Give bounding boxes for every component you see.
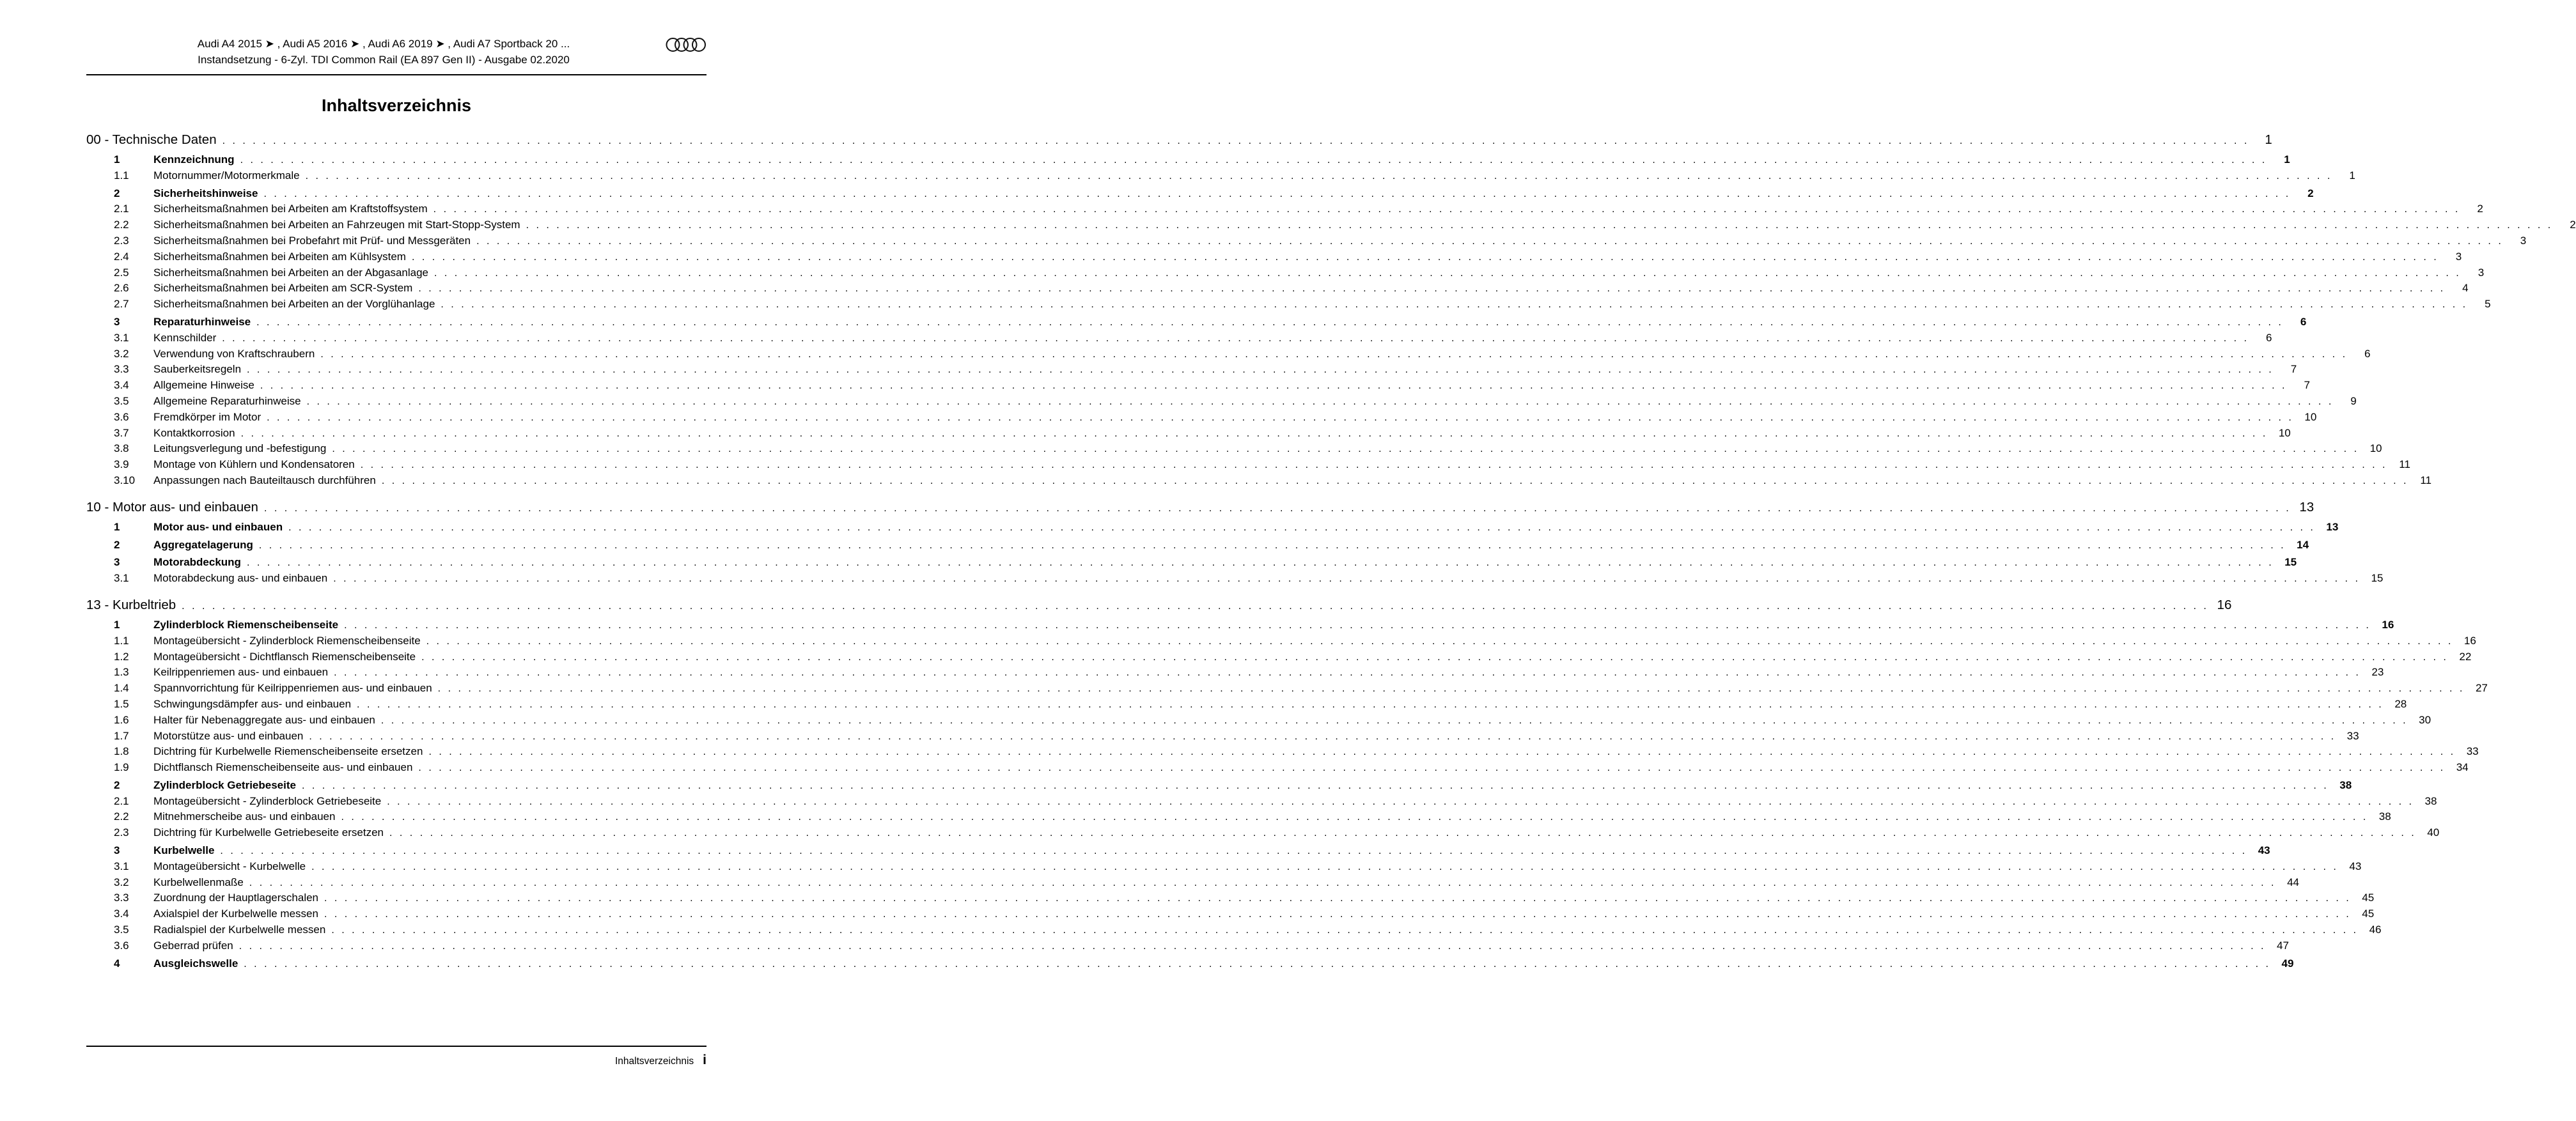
- entry-page: 15: [2284, 556, 2297, 569]
- toc-entry-row: [86, 571, 2384, 587]
- dot-leader: . . . . . . . . . . . . . . . . . . . . . . . . . . . . . . . . . . . . . . . . . . . . . . . . . . . . . . . . . . . . . . . . . . . . . . . . . . . . . . . . . . . . . . . . . . . . . . . . . . . . . . . . . . . . . . . . . . . . . . . . . . . . . . . . . . . . . . . . . . . . . . . . . . . . . . . . . . . . . . . . . . . . . . . . . . . . . . . . . . . . . . . . . . . . . . . . . . . . . . . .: [256, 316, 2284, 328]
- entry-number: 1.7: [114, 729, 129, 742]
- entry-label: Motorabdeckung aus- und einbauen: [153, 572, 328, 585]
- toc-entry-row: [86, 362, 2297, 378]
- entry-page: 13: [2326, 520, 2339, 533]
- entry-number: 3.5: [114, 394, 129, 407]
- entry-label: Keilrippenriemen aus- und einbauen: [153, 666, 329, 679]
- page-header: [86, 36, 706, 75]
- dot-leader: . . . . . . . . . . . . . . . . . . . . . . . . . . . . . . . . . . . . . . . . . . . . . . . . . . . . . . . . . . . . . . . . . . . . . . . . . . . . . . . . . . . . . . . . . . . . . . . . . . . . . . . . . . . . . . . . . . . . . . . . . . . . . . . . . . . . . . . . . . . . . . . . . . . . . . . . . . . . . . . . . . . . . . . . . . . . . . . . . . . . . . . . . . . . . . . . . . . . . . . .: [380, 715, 2408, 726]
- entry-label: Sicherheitsmaßnahmen bei Arbeiten an der Vorglühanlage: [153, 298, 435, 311]
- entry-page: 10: [2304, 410, 2317, 423]
- entry-page: 2: [2477, 203, 2483, 215]
- toc-entry-row: [86, 330, 2272, 346]
- toc-entry-row: [86, 890, 2375, 906]
- dot-leader: . . . . . . . . . . . . . . . . . . . . . . . . . . . . . . . . . . . . . . . . . . . . . . . . . . . . . . . . . . . . . . . . . . . . . . . . . . . . . . . . . . . . . . . . . . . . . . . . . . . . . . . . . . . . . . . . . . . . . . . . . . . . . . . . . . . . . . . . . . . . . . . . . . . . . . . . . . . . . . . . . . . . . . . . . . . . . . . . . . . . . . . . . . . . . . . . . . . . . . . .: [441, 299, 2468, 311]
- entry-label: Sicherheitsmaßnahmen bei Probefahrt mit Prüf- und Messgeräten: [153, 234, 471, 247]
- entry-number: 3.4: [114, 908, 129, 920]
- toc-entry-row: [86, 394, 2357, 410]
- toc-entry-row: [86, 744, 2479, 760]
- toc-entry-row: [86, 346, 2371, 362]
- entry-label: Ausgleichswelle: [153, 957, 238, 970]
- toc-section: [86, 596, 2488, 972]
- entry-label: Montage von Kühlern und Kondensatoren: [153, 458, 355, 471]
- dot-leader: . . . . . . . . . . . . . . . . . . . . . . . . . . . . . . . . . . . . . . . . . . . . . . . . . . . . . . . . . . . . . . . . . . . . . . . . . . . . . . . . . . . . . . . . . . . . . . . . . . . . . . . . . . . . . . . . . . . . . . . . . . . . . . . . . . . . . . . . . . . . . . . . . . . . . . . . . . . . . . . . . . . . . . . . . . . . . . . . . . . . . . . . . . . . . . . . . . . . . . . .: [258, 539, 2286, 551]
- entry-page: 15: [2371, 572, 2384, 585]
- toc-section: [86, 131, 2576, 489]
- entry-number: 2.3: [114, 826, 129, 839]
- entry-label: Zylinderblock Riemenscheibenseite: [153, 618, 339, 631]
- dot-leader: . . . . . . . . . . . . . . . . . . . . . . . . . . . . . . . . . . . . . . . . . . . . . . . . . . . . . . . . . . . . . . . . . . . . . . . . . . . . . . . . . . . . . . . . . . . . . . . . . . . . . . . . . . . . . . . . . . . . . . . . . . . . . . . . . . . . . . . . . . . . . . . . . . . . . . . . . . . . . . . . . . . . . . . . . . . . . . . . . . . . . . . . . . . . . . . . . . . . . . . .: [418, 762, 2446, 774]
- entry-label: Sicherheitsmaßnahmen bei Arbeiten am Kühlsystem: [153, 250, 406, 263]
- dot-leader: . . . . . . . . . . . . . . . . . . . . . . . . . . . . . . . . . . . . . . . . . . . . . . . . . . . . . . . . . . . . . . . . . . . . . . . . . . . . . . . . . . . . . . . . . . . . . . . . . . . . . . . . . . . . . . . . . . . . . . . . . . . . . . . . . . . . . . . . . . . . . . . . . . . . . . . . . . . . . . . . . . . . . . . . . . . . . . . . . . . . . . . . . . . . . . . . . . . . . . . .: [288, 522, 2316, 533]
- entry-label: 00 - Technische Daten: [86, 132, 217, 147]
- entry-number: 3.1: [114, 860, 129, 872]
- toc-entry-row: [86, 681, 2488, 697]
- entry-page: 30: [2419, 713, 2432, 726]
- entry-number: 2.7: [114, 298, 129, 311]
- entry-label: Leitungsverlegung und -befestigung: [153, 442, 327, 455]
- dot-leader: . . . . . . . . . . . . . . . . . . . . . . . . . . . . . . . . . . . . . . . . . . . . . . . . . . . . . . . . . . . . . . . . . . . . . . . . . . . . . . . . . . . . . . . . . . . . . . . . . . . . . . . . . . . . . . . . . . . . . . . . . . . . . . . . . . . . . . . . . . . . . . . . . . . . . . . . . . . . . . . . . . . . . . . . . . . . . . . . . . . . . . . . . . . . . . . . . . . . . . . .: [389, 828, 2417, 839]
- entry-page: 16: [2463, 634, 2476, 647]
- entry-page: 16: [2382, 618, 2394, 631]
- entry-page: 10: [2369, 442, 2382, 455]
- entry-page: 38: [2339, 778, 2352, 791]
- entry-number: 3.3: [114, 892, 129, 904]
- toc-entry-row: [86, 665, 2384, 681]
- toc-entry-row: [86, 633, 2476, 649]
- toc-entry-row: [86, 441, 2382, 457]
- entry-number: 3.10: [114, 474, 136, 486]
- toc-entry-row: [86, 938, 2289, 954]
- toc-entry-row: [86, 186, 2314, 202]
- entry-label: Halter für Nebenaggregate aus- und einbauen: [153, 713, 375, 726]
- dot-leader: . . . . . . . . . . . . . . . . . . . . . . . . . . . . . . . . . . . . . . . . . . . . . . . . . . . . . . . . . . . . . . . . . . . . . . . . . . . . . . . . . . . . . . . . . . . . . . . . . . . . . . . . . . . . . . . . . . . . . . . . . . . . . . . . . . . . . . . . . . . . . . . . . . . . . . . . . . . . . . . . . . . . . . . . . . . . . . . . . . . . . . . . . . . . . . . . . . . . . . . .: [238, 940, 2266, 952]
- dot-leader: . . . . . . . . . . . . . . . . . . . . . . . . . . . . . . . . . . . . . . . . . . . . . . . . . . . . . . . . . . . . . . . . . . . . . . . . . . . . . . . . . . . . . . . . . . . . . . . . . . . . . . . . . . . . . . . . . . . . . . . . . . . . . . . . . . . . . . . . . . . . . . . . . . . . . . . . . . . . . . . . . . . . . . . . . . . . . . . . . . . . . . . . . . . . . . . . . . . . . . . .: [421, 651, 2449, 663]
- entry-label: Mitnehmerscheibe aus- und einbauen: [153, 810, 336, 823]
- dot-leader: . . . . . . . . . . . . . . . . . . . . . . . . . . . . . . . . . . . . . . . . . . . . . . . . . . . . . . . . . . . . . . . . . . . . . . . . . . . . . . . . . . . . . . . . . . . . . . . . . . . . . . . . . . . . . . . . . . . . . . . . . . . . . . . . . . . . . . . . . . . . . . . . . . . . . . . . . . . . . . . . . . . . . . . . . . . . . . . . . . . . . . . . . . . . . . . . . . . . . . . .: [249, 877, 2276, 888]
- entry-page: 4: [2462, 282, 2469, 295]
- entry-label: Montageübersicht - Dichtflansch Riemenscheibenseite: [153, 650, 416, 663]
- toc-entry-row: [86, 281, 2469, 297]
- entry-label: Verwendung von Kraftschraubern: [153, 347, 315, 360]
- entry-page: 7: [2290, 363, 2297, 376]
- dot-leader: . . . . . . . . . . . . . . . . . . . . . . . . . . . . . . . . . . . . . . . . . . . . . . . . . . . . . . . . . . . . . . . . . . . . . . . . . . . . . . . . . . . . . . . . . . . . . . . . . . . . . . . . . . . . . . . . . . . . . . . . . . . . . . . . . . . . . . . . . . . . . . . . . . . . . . . . . . . . . . . . . . . . . . . . . . . . . . . . . . . . . . . . . . . . . . . . . . . . . . . .: [331, 925, 2359, 936]
- dot-leader: . . . . . . . . . . . . . . . . . . . . . . . . . . . . . . . . . . . . . . . . . . . . . . . . . . . . . . . . . . . . . . . . . . . . . . . . . . . . . . . . . . . . . . . . . . . . . . . . . . . . . . . . . . . . . . . . . . . . . . . . . . . . . . . . . . . . . . . . . . . . . . . . . . . . . . . . . . . . . . . . . . . . . . . . . . . . . . . . . . . . . . . . . . . . . . . . . . . . . . . .: [309, 731, 2336, 742]
- entry-label: Dichtring für Kurbelwelle Riemenscheibenseite ersetzen: [153, 745, 423, 758]
- toc-entry-row: [86, 314, 2307, 330]
- entry-label: Sicherheitshinweise: [153, 187, 258, 199]
- dot-leader: . . . . . . . . . . . . . . . . . . . . . . . . . . . . . . . . . . . . . . . . . . . . . . . . . . . . . . . . . . . . . . . . . . . . . . . . . . . . . . . . . . . . . . . . . . . . . . . . . . . . . . . . . . . . . . . . . . . . . . . . . . . . . . . . . . . . . . . . . . . . . . . . . . . . . . . . . . . . . . . . . . . . . . . . . . . . . . . . . . . . . . . . . . . . . . . . . . . . . . . .: [320, 348, 2348, 360]
- dot-leader: . . . . . . . . . . . . . . . . . . . . . . . . . . . . . . . . . . . . . . . . . . . . . . . . . . . . . . . . . . . . . . . . . . . . . . . . . . . . . . . . . . . . . . . . . . . . . . . . . . . . . . . . . . . . . . . . . . . . . . . . . . . . . . . . . . . . . . . . . . . . . . . . . . . . . . . . . . . . . . . . . . . . . . . . . . . . . . . . . . . . . . . . . . . . . . . . . . . . . . . .: [526, 220, 2553, 231]
- entry-number: 2.2: [114, 810, 129, 823]
- dot-leader: . . . . . . . . . . . . . . . . . . . . . . . . . . . . . . . . . . . . . . . . . . . . . . . . . . . . . . . . . . . . . . . . . . . . . . . . . . . . . . . . . . . . . . . . . . . . . . . . . . . . . . . . . . . . . . . . . . . . . . . . . . . . . . . . . . . . . . . . . . . . . . . . . . . . . . . . . . . . . . . . . . . . . . . . . . . . . . . . . . . . . . . . . . . . . . . . . . . . . . . .: [240, 428, 2268, 439]
- entry-page: 43: [2349, 860, 2362, 872]
- dot-leader: . . . . . . . . . . . . . . . . . . . . . . . . . . . . . . . . . . . . . . . . . . . . . . . . . . . . . . . . . . . . . . . . . . . . . . . . . . . . . . . . . . . . . . . . . . . . . . . . . . . . . . . . . . . . . . . . . . . . . . . . . . . . . . . . . . . . . . . . . . . . . . . . . . . . . . . . . . . . . . . . . . . . . . . . . . . . . . . . . . . . . . . . . . . . . . . . . . . . . . . .: [360, 460, 2387, 471]
- entry-page: 38: [2378, 810, 2391, 823]
- entry-number: 2.3: [114, 234, 129, 247]
- entry-label: Montageübersicht - Zylinderblock Riemenscheibenseite: [153, 634, 421, 647]
- entry-number: 3.4: [114, 379, 129, 392]
- toc-entry-row: [86, 378, 2310, 394]
- entry-number: 3.6: [114, 410, 129, 423]
- toc-entry-row: [86, 265, 2485, 281]
- entry-page: 7: [2304, 379, 2310, 392]
- page-footer: [86, 1046, 706, 1068]
- entry-page: 43: [2258, 844, 2270, 857]
- dot-leader: . . . . . . . . . . . . . . . . . . . . . . . . . . . . . . . . . . . . . . . . . . . . . . . . . . . . . . . . . . . . . . . . . . . . . . . . . . . . . . . . . . . . . . . . . . . . . . . . . . . . . . . . . . . . . . . . . . . . . . . . . . . . . . . . . . . . . . . . . . . . . . . . . . . . . . . . . . . . . . . . . . . . . . . . . . . . . . . . . . . . . . . . . . . . . . . . . . . . . . . .: [334, 667, 2361, 679]
- toc-entry-row: [86, 473, 2432, 489]
- entry-number: 1.3: [114, 666, 129, 679]
- entry-label: Zylinderblock Getriebeseite: [153, 778, 296, 791]
- entry-label: 13 - Kurbeltrieb: [86, 597, 176, 612]
- header-text: [86, 36, 706, 68]
- entry-label: Kennzeichnung: [153, 153, 235, 166]
- entry-number: 1.1: [114, 169, 129, 182]
- entry-number: 3.1: [114, 331, 129, 344]
- toc-entry-row: [86, 875, 2299, 891]
- dot-leader: . . . . . . . . . . . . . . . . . . . . . . . . . . . . . . . . . . . . . . . . . . . . . . . . . . . . . . . . . . . . . . . . . . . . . . . . . . . . . . . . . . . . . . . . . . . . . . . . . . . . . . . . . . . . . . . . . . . . . . . . . . . . . . . . . . . . . . . . . . . . . . . . . . . . . . . . . . . . . . . . . . . . . . . . . . . . . . . . . . . . . . . . . . . . . . . . . . . . . . . .: [305, 170, 2332, 182]
- toc-entry-row: [86, 922, 2382, 938]
- dot-leader: . . . . . . . . . . . . . . . . . . . . . . . . . . . . . . . . . . . . . . . . . . . . . . . . . . . . . . . . . . . . . . . . . . . . . . . . . . . . . . . . . . . . . . . . . . . . . . . . . . . . . . . . . . . . . . . . . . . . . . . . . . . . . . . . . . . . . . . . . . . . . . . . . . . . . . . . . . . . . . . . . . . . . . . . . . . . . . . . . . . . . . . . . . . . . . . . . . . . . . . .: [240, 155, 2267, 166]
- entry-label: Dichtflansch Riemenscheibenseite aus- und einbauen: [153, 761, 413, 774]
- entry-label: Motorstütze aus- und einbauen: [153, 729, 304, 742]
- entry-number: 4: [114, 957, 120, 970]
- entry-page: 45: [2362, 908, 2375, 920]
- toc-entry-row: [86, 713, 2432, 729]
- toc-entry-row: [86, 168, 2355, 184]
- toc-section: [86, 499, 2384, 587]
- toc-entry-row: [86, 729, 2359, 745]
- dot-leader: . . . . . . . . . . . . . . . . . . . . . . . . . . . . . . . . . . . . . . . . . . . . . . . . . . . . . . . . . . . . . . . . . . . . . . . . . . . . . . . . . . . . . . . . . . . . . . . . . . . . . . . . . . . . . . . . . . . . . . . . . . . . . . . . . . . . . . . . . . . . . . . . . . . . . . . . . . . . . . . . . . . . . . . . . . . . . . . . . . . . . . . . . . . . . . . . . . . . . . . .: [476, 235, 2504, 247]
- entry-page: 6: [2364, 347, 2371, 360]
- entry-label: Kontaktkorrosion: [153, 426, 235, 439]
- dot-leader: . . . . . . . . . . . . . . . . . . . . . . . . . . . . . . . . . . . . . . . . . . . . . . . . . . . . . . . . . . . . . . . . . . . . . . . . . . . . . . . . . . . . . . . . . . . . . . . . . . . . . . . . . . . . . . . . . . . . . . . . . . . . . . . . . . . . . . . . . . . . . . . . . . . . . . . . . . . . . . . . . . . . . . . . . . . . . . . . . . . . . . . . . . . . . . . . . . . . . . . .: [301, 780, 2329, 791]
- toc-entry-row: [86, 956, 2294, 972]
- dot-leader: . . . . . . . . . . . . . . . . . . . . . . . . . . . . . . . . . . . . . . . . . . . . . . . . . . . . . . . . . . . . . . . . . . . . . . . . . . . . . . . . . . . . . . . . . . . . . . . . . . . . . . . . . . . . . . . . . . . . . . . . . . . . . . . . . . . . . . . . . . . . . . . . . . . . . . . . . . . . . . . . . . . . . . . . . . . . . . . . . . . . . . . . . . . . . . . . . . . . . . . .: [267, 412, 2294, 423]
- entry-label: Motorabdeckung: [153, 556, 241, 569]
- entry-label: Sicherheitsmaßnahmen bei Arbeiten an Fahrzeugen mit Start-Stopp-System: [153, 219, 520, 231]
- entry-number: 2.2: [114, 219, 129, 231]
- entry-page: 33: [2466, 745, 2479, 758]
- toc-entry-row: [86, 297, 2491, 313]
- dot-leader: . . . . . . . . . . . . . . . . . . . . . . . . . . . . . . . . . . . . . . . . . . . . . . . . . . . . . . . . . . . . . . . . . . . . . . . . . . . . . . . . . . . . . . . . . . . . . . . . . . . . . . . . . . . . . . . . . . . . . . . . . . . . . . . . . . . . . . . . . . . . . . . . . . . . . . . . . . . . . . . . . . . . . . . . . . . . . . . . . . . . . . . . . . . . . . . . . . . . . . . .: [306, 396, 2334, 407]
- entry-page: 11: [2420, 474, 2432, 486]
- entry-number: 2: [114, 187, 120, 199]
- dot-leader: . . . . . . . . . . . . . . . . . . . . . . . . . . . . . . . . . . . . . . . . . . . . . . . . . . . . . . . . . . . . . . . . . . . . . . . . . . . . . . . . . . . . . . . . . . . . . . . . . . . . . . . . . . . . . . . . . . . . . . . . . . . . . . . . . . . . . . . . . . . . . . . . . . . . . . . . . . . . . . . . . . . . . . . . . . . . . . . . . . . . . . . . . . . . . . . . . . . . . . . .: [263, 188, 2291, 199]
- entry-label: Montageübersicht - Zylinderblock Getriebeseite: [153, 794, 382, 807]
- page-title: Inhaltsverzeichnis: [321, 96, 472, 115]
- footer-label: Inhaltsverzeichnis: [614, 1056, 694, 1067]
- entry-number: 3.6: [114, 939, 129, 952]
- toc-entry-row: [86, 843, 2270, 859]
- dot-leader: . . . . . . . . . . . . . . . . . . . . . . . . . . . . . . . . . . . . . . . . . . . . . . . . . . . . . . . . . . . . . . . . . . . . . . . . . . . . . . . . . . . . . . . . . . . . . . . . . . . . . . . . . . . . . . . . . . . . . . . . . . . . . . . . . . . . . . . . . . . . . . . . . . . . . . . . . . . . . . . . . . . . . . . . . . . . . . . . . . . . . . . . . . . . . . . . . . . . . . . .: [220, 846, 2247, 857]
- dot-leader: . . . . . . . . . . . . . . . . . . . . . . . . . . . . . . . . . . . . . . . . . . . . . . . . . . . . . . . . . . . . . . . . . . . . . . . . . . . . . . . . . . . . . . . . . . . . . . . . . . . . . . . . . . . . . . . . . . . . . . . . . . . . . . . . . . . . . . . . . . . . . . . . . . . . . . . . . . . . . . . . . . . . . . . . . . . . . . . . . . . . . . . . . . . . . . . . . . . . . . . .: [222, 332, 2249, 344]
- dot-leader: . . . . . . . . . . . . . . . . . . . . . . . . . . . . . . . . . . . . . . . . . . . . . . . . . . . . . . . . . . . . . . . . . . . . . . . . . . . . . . . . . . . . . . . . . . . . . . . . . . . . . . . . . . . . . . . . . . . . . . . . . . . . . . . . . . . . . . . . . . . . . . . . . . . . . . . . . . . . . . . . . . . . . . . . . . . . . . . . . . . . . . . . . . . . . . . . . . . . . . . .: [381, 475, 2408, 486]
- entry-label: Reparaturhinweise: [153, 315, 251, 328]
- toc-entry-row: [86, 520, 2339, 536]
- toc-entry-row: [86, 537, 2309, 553]
- entry-page: 38: [2424, 794, 2437, 807]
- entry-label: Kurbelwellenmaße: [153, 876, 244, 888]
- dot-leader: . . . . . . . . . . . . . . . . . . . . . . . . . . . . . . . . . . . . . . . . . . . . . . . . . . . . . . . . . . . . . . . . . . . . . . . . . . . . . . . . . . . . . . . . . . . . . . . . . . . . . . . . . . . . . . . . . . . . . . . . . . . . . . . . . . . . . . . . . . . . . . . . . . . . . . . . . . . . . . . . . . . . . . . . . . . . . . . . . . . . . . . . . . . . . . . . . . . . . . . .: [263, 502, 2291, 514]
- entry-page: 6: [2300, 315, 2307, 328]
- dot-leader: . . . . . . . . . . . . . . . . . . . . . . . . . . . . . . . . . . . . . . . . . . . . . . . . . . . . . . . . . . . . . . . . . . . . . . . . . . . . . . . . . . . . . . . . . . . . . . . . . . . . . . . . . . . . . . . . . . . . . . . . . . . . . . . . . . . . . . . . . . . . . . . . . . . . . . . . . . . . . . . . . . . . . . . . . . . . . . . . . . . . . . . . . . . . . . . . . . . . . . . .: [324, 893, 2352, 904]
- toc-entry-row: [86, 457, 2410, 473]
- entry-page: 3: [2478, 266, 2485, 279]
- dot-leader: . . . . . . . . . . . . . . . . . . . . . . . . . . . . . . . . . . . . . . . . . . . . . . . . . . . . . . . . . . . . . . . . . . . . . . . . . . . . . . . . . . . . . . . . . . . . . . . . . . . . . . . . . . . . . . . . . . . . . . . . . . . . . . . . . . . . . . . . . . . . . . . . . . . . . . . . . . . . . . . . . . . . . . . . . . . . . . . . . . . . . . . . . . . . . . . . . . . . . . . .: [333, 573, 2361, 585]
- toc-entry-row: [86, 809, 2391, 825]
- entry-page: 14: [2297, 538, 2309, 551]
- header-models: Audi A4 2015 ➤ , Audi A5 2016 ➤ , Audi A6 2019 ➤ , Audi A7 Sportback 20 ...: [197, 38, 570, 50]
- entry-number: 3.3: [114, 363, 129, 376]
- entry-label: Sicherheitsmaßnahmen bei Arbeiten am SCR-System: [153, 282, 413, 295]
- entry-number: 1: [114, 618, 120, 631]
- entry-number: 2.5: [114, 266, 129, 279]
- dot-leader: . . . . . . . . . . . . . . . . . . . . . . . . . . . . . . . . . . . . . . . . . . . . . . . . . . . . . . . . . . . . . . . . . . . . . . . . . . . . . . . . . . . . . . . . . . . . . . . . . . . . . . . . . . . . . . . . . . . . . . . . . . . . . . . . . . . . . . . . . . . . . . . . . . . . . . . . . . . . . . . . . . . . . . . . . . . . . . . . . . . . . . . . . . . . . . . . . . . . . . . .: [344, 619, 2371, 631]
- entry-page: 16: [2217, 597, 2232, 612]
- dot-leader: . . . . . . . . . . . . . . . . . . . . . . . . . . . . . . . . . . . . . . . . . . . . . . . . . . . . . . . . . . . . . . . . . . . . . . . . . . . . . . . . . . . . . . . . . . . . . . . . . . . . . . . . . . . . . . . . . . . . . . . . . . . . . . . . . . . . . . . . . . . . . . . . . . . . . . . . . . . . . . . . . . . . . . . . . . . . . . . . . . . . . . . . . . . . . . . . . . . . . . . .: [332, 444, 2359, 455]
- dot-leader: . . . . . . . . . . . . . . . . . . . . . . . . . . . . . . . . . . . . . . . . . . . . . . . . . . . . . . . . . . . . . . . . . . . . . . . . . . . . . . . . . . . . . . . . . . . . . . . . . . . . . . . . . . . . . . . . . . . . . . . . . . . . . . . . . . . . . . . . . . . . . . . . . . . . . . . . . . . . . . . . . . . . . . . . . . . . . . . . . . . . . . . . . . . . . . . . . . . . . . . .: [357, 699, 2384, 710]
- entry-page: 33: [2346, 729, 2359, 742]
- entry-number: 2.4: [114, 250, 129, 263]
- footer-page-number: i: [703, 1053, 706, 1067]
- dot-leader: . . . . . . . . . . . . . . . . . . . . . . . . . . . . . . . . . . . . . . . . . . . . . . . . . . . . . . . . . . . . . . . . . . . . . . . . . . . . . . . . . . . . . . . . . . . . . . . . . . . . . . . . . . . . . . . . . . . . . . . . . . . . . . . . . . . . . . . . . . . . . . . . . . . . . . . . . . . . . . . . . . . . . . . . . . . . . . . . . . . . . . . . . . . . . . . . . . . . . . . .: [324, 909, 2352, 920]
- entry-label: Aggregatelagerung: [153, 538, 253, 551]
- entry-label: Fremdkörper im Motor: [153, 410, 262, 423]
- dot-leader: . . . . . . . . . . . . . . . . . . . . . . . . . . . . . . . . . . . . . . . . . . . . . . . . . . . . . . . . . . . . . . . . . . . . . . . . . . . . . . . . . . . . . . . . . . . . . . . . . . . . . . . . . . . . . . . . . . . . . . . . . . . . . . . . . . . . . . . . . . . . . . . . . . . . . . . . . . . . . . . . . . . . . . . . . . . . . . . . . . . . . . . . . . . . . . . . . . . . . . . .: [418, 283, 2446, 295]
- toc-entry-row: [86, 859, 2362, 875]
- toc-entry-row: [86, 825, 2440, 841]
- toc-chapter-row: [86, 131, 2272, 150]
- entry-number: 2: [114, 778, 120, 791]
- entry-number: 3.9: [114, 458, 129, 471]
- entry-label: Anpassungen nach Bauteiltausch durchführen: [153, 474, 376, 486]
- dot-leader: . . . . . . . . . . . . . . . . . . . . . . . . . . . . . . . . . . . . . . . . . . . . . . . . . . . . . . . . . . . . . . . . . . . . . . . . . . . . . . . . . . . . . . . . . . . . . . . . . . . . . . . . . . . . . . . . . . . . . . . . . . . . . . . . . . . . . . . . . . . . . . . . . . . . . . . . . . . . . . . . . . . . . . . . . . . . . . . . . . . . . . . . . . . . . . . . . . . . . . . .: [311, 861, 2339, 872]
- entry-number: 3.1: [114, 572, 129, 585]
- toc-entry-row: [86, 778, 2352, 794]
- entry-page: 11: [2399, 458, 2410, 471]
- entry-page: 46: [2369, 924, 2382, 936]
- entry-number: 3.2: [114, 347, 129, 360]
- toc-chapter-row: [86, 499, 2314, 518]
- dot-leader: . . . . . . . . . . . . . . . . . . . . . . . . . . . . . . . . . . . . . . . . . . . . . . . . . . . . . . . . . . . . . . . . . . . . . . . . . . . . . . . . . . . . . . . . . . . . . . . . . . . . . . . . . . . . . . . . . . . . . . . . . . . . . . . . . . . . . . . . . . . . . . . . . . . . . . . . . . . . . . . . . . . . . . . . . . . . . . . . . . . . . . . . . . . . . . . . . . . . . . . .: [434, 267, 2462, 279]
- dot-leader: . . . . . . . . . . . . . . . . . . . . . . . . . . . . . . . . . . . . . . . . . . . . . . . . . . . . . . . . . . . . . . . . . . . . . . . . . . . . . . . . . . . . . . . . . . . . . . . . . . . . . . . . . . . . . . . . . . . . . . . . . . . . . . . . . . . . . . . . . . . . . . . . . . . . . . . . . . . . . . . . . . . . . . . . . . . . . . . . . . . . . . . . . . . . . . . . . . . . . . . .: [247, 364, 2274, 376]
- entry-label: Kennschilder: [153, 331, 217, 344]
- toc-entry-row: [86, 906, 2375, 922]
- entry-number: 3: [114, 315, 120, 328]
- entry-page: 13: [2299, 499, 2314, 514]
- entry-number: 3: [114, 556, 120, 569]
- toc-list: [86, 131, 2576, 971]
- toc-entry-row: [86, 426, 2291, 442]
- entry-number: 2: [114, 538, 120, 551]
- entry-number: 1.5: [114, 697, 129, 710]
- entry-label: Dichtring für Kurbelwelle Getriebeseite ersetzen: [153, 826, 384, 839]
- toc-entry-row: [86, 555, 2297, 571]
- entry-number: 3.8: [114, 442, 129, 455]
- entry-label: Zuordnung der Hauptlagerschalen: [153, 892, 319, 904]
- entry-label: Allgemeine Hinweise: [153, 379, 254, 392]
- dot-leader: . . . . . . . . . . . . . . . . . . . . . . . . . . . . . . . . . . . . . . . . . . . . . . . . . . . . . . . . . . . . . . . . . . . . . . . . . . . . . . . . . . . . . . . . . . . . . . . . . . . . . . . . . . . . . . . . . . . . . . . . . . . . . . . . . . . . . . . . . . . . . . . . . . . . . . . . . . . . . . . . . . . . . . . . . . . . . . . . . . . . . . . . . . . . . . . . . . . . . . . .: [411, 251, 2439, 263]
- entry-page: 28: [2394, 697, 2407, 710]
- entry-number: 2.6: [114, 282, 129, 295]
- entry-label: Kurbelwelle: [153, 844, 215, 857]
- toc-entry-row: [86, 697, 2407, 713]
- entry-number: 3.2: [114, 876, 129, 888]
- entry-page: 10: [2278, 426, 2291, 439]
- dot-leader: . . . . . . . . . . . . . . . . . . . . . . . . . . . . . . . . . . . . . . . . . . . . . . . . . . . . . . . . . . . . . . . . . . . . . . . . . . . . . . . . . . . . . . . . . . . . . . . . . . . . . . . . . . . . . . . . . . . . . . . . . . . . . . . . . . . . . . . . . . . . . . . . . . . . . . . . . . . . . . . . . . . . . . . . . . . . . . . . . . . . . . . . . . . . . . . . . . . . . . . .: [182, 600, 2209, 612]
- dot-leader: . . . . . . . . . . . . . . . . . . . . . . . . . . . . . . . . . . . . . . . . . . . . . . . . . . . . . . . . . . . . . . . . . . . . . . . . . . . . . . . . . . . . . . . . . . . . . . . . . . . . . . . . . . . . . . . . . . . . . . . . . . . . . . . . . . . . . . . . . . . . . . . . . . . . . . . . . . . . . . . . . . . . . . . . . . . . . . . . . . . . . . . . . . . . . . . . . . . . . . . .: [433, 204, 2460, 215]
- entry-number: 1: [114, 520, 120, 533]
- entry-label: Montageübersicht - Kurbelwelle: [153, 860, 306, 872]
- entry-number: 1.1: [114, 634, 129, 647]
- toc-entry-row: [86, 152, 2290, 168]
- entry-page: 34: [2456, 761, 2469, 774]
- dot-leader: . . . . . . . . . . . . . . . . . . . . . . . . . . . . . . . . . . . . . . . . . . . . . . . . . . . . . . . . . . . . . . . . . . . . . . . . . . . . . . . . . . . . . . . . . . . . . . . . . . . . . . . . . . . . . . . . . . . . . . . . . . . . . . . . . . . . . . . . . . . . . . . . . . . . . . . . . . . . . . . . . . . . . . . . . . . . . . . . . . . . . . . . . . . . . . . . . . . . . . . .: [426, 635, 2453, 647]
- entry-label: Spannvorrichtung für Keilrippenriemen aus- und einbauen: [153, 682, 432, 695]
- toc-chapter-row: [86, 596, 2232, 615]
- entry-label: Motornummer/Motormerkmale: [153, 169, 300, 182]
- entry-page: 5: [2485, 298, 2491, 311]
- dot-leader: . . . . . . . . . . . . . . . . . . . . . . . . . . . . . . . . . . . . . . . . . . . . . . . . . . . . . . . . . . . . . . . . . . . . . . . . . . . . . . . . . . . . . . . . . . . . . . . . . . . . . . . . . . . . . . . . . . . . . . . . . . . . . . . . . . . . . . . . . . . . . . . . . . . . . . . . . . . . . . . . . . . . . . . . . . . . . . . . . . . . . . . . . . . . . . . . . . . . . . . .: [260, 380, 2287, 392]
- entry-page: 47: [2277, 939, 2289, 952]
- entry-page: 49: [2281, 957, 2294, 970]
- dot-leader: . . . . . . . . . . . . . . . . . . . . . . . . . . . . . . . . . . . . . . . . . . . . . . . . . . . . . . . . . . . . . . . . . . . . . . . . . . . . . . . . . . . . . . . . . . . . . . . . . . . . . . . . . . . . . . . . . . . . . . . . . . . . . . . . . . . . . . . . . . . . . . . . . . . . . . . . . . . . . . . . . . . . . . . . . . . . . . . . . . . . . . . . . . . . . . . . . . . . . . . .: [387, 796, 2414, 807]
- entry-number: 1.8: [114, 745, 129, 758]
- entry-label: Motor aus- und einbauen: [153, 520, 283, 533]
- toc-entry-row: [86, 794, 2437, 810]
- entry-page: 45: [2362, 892, 2375, 904]
- entry-page: 3: [2520, 234, 2527, 247]
- entry-label: Axialspiel der Kurbelwelle messen: [153, 908, 318, 920]
- entry-page: 40: [2427, 826, 2440, 839]
- entry-number: 1.2: [114, 650, 129, 663]
- entry-number: 1: [114, 153, 120, 166]
- entry-page: 2: [2307, 187, 2314, 199]
- entry-number: 2.1: [114, 794, 129, 807]
- toc-entry-row: [86, 410, 2317, 426]
- audi-rings-icon: [666, 37, 706, 52]
- entry-number: 2.1: [114, 203, 129, 215]
- dot-leader: . . . . . . . . . . . . . . . . . . . . . . . . . . . . . . . . . . . . . . . . . . . . . . . . . . . . . . . . . . . . . . . . . . . . . . . . . . . . . . . . . . . . . . . . . . . . . . . . . . . . . . . . . . . . . . . . . . . . . . . . . . . . . . . . . . . . . . . . . . . . . . . . . . . . . . . . . . . . . . . . . . . . . . . . . . . . . . . . . . . . . . . . . . . . . . . . . . . . . . . .: [341, 812, 2368, 823]
- header-subtitle: Instandsetzung - 6-Zyl. TDI Common Rail (EA 897 Gen II) - Ausgabe 02.2020: [198, 54, 570, 66]
- dot-leader: . . . . . . . . . . . . . . . . . . . . . . . . . . . . . . . . . . . . . . . . . . . . . . . . . . . . . . . . . . . . . . . . . . . . . . . . . . . . . . . . . . . . . . . . . . . . . . . . . . . . . . . . . . . . . . . . . . . . . . . . . . . . . . . . . . . . . . . . . . . . . . . . . . . . . . . . . . . . . . . . . . . . . . . . . . . . . . . . . . . . . . . . . . . . . . . . . . . . . . . .: [428, 746, 2456, 758]
- entry-label: 10 - Motor aus- und einbauen: [86, 499, 258, 514]
- dot-leader: . . . . . . . . . . . . . . . . . . . . . . . . . . . . . . . . . . . . . . . . . . . . . . . . . . . . . . . . . . . . . . . . . . . . . . . . . . . . . . . . . . . . . . . . . . . . . . . . . . . . . . . . . . . . . . . . . . . . . . . . . . . . . . . . . . . . . . . . . . . . . . . . . . . . . . . . . . . . . . . . . . . . . . . . . . . . . . . . . . . . . . . . . . . . . . . . . . . . . . . .: [246, 557, 2274, 569]
- entry-label: Geberrad prüfen: [153, 939, 233, 952]
- entry-label: Sicherheitsmaßnahmen bei Arbeiten an der Abgasanlage: [153, 266, 429, 279]
- entry-page: 23: [2371, 666, 2384, 679]
- entry-number: 3.7: [114, 426, 129, 439]
- entry-page: 2: [2570, 219, 2576, 231]
- entry-label: Sicherheitsmaßnahmen bei Arbeiten am Kraftstoffsystem: [153, 203, 428, 215]
- entry-number: 1.4: [114, 682, 129, 695]
- entry-page: 27: [2475, 682, 2488, 695]
- entry-label: Sauberkeitsregeln: [153, 363, 242, 376]
- toc-entry-row: [86, 249, 2462, 265]
- toc-entry-row: [86, 617, 2394, 633]
- entry-page: 22: [2459, 650, 2472, 663]
- toc-entry-row: [86, 217, 2576, 233]
- entry-page: 6: [2266, 331, 2272, 344]
- entry-page: 44: [2287, 876, 2299, 888]
- entry-number: 3.5: [114, 924, 129, 936]
- toc-entry-row: [86, 649, 2472, 665]
- toc-entry-row: [86, 201, 2483, 217]
- toc-entry-row: [86, 233, 2527, 249]
- dot-leader: . . . . . . . . . . . . . . . . . . . . . . . . . . . . . . . . . . . . . . . . . . . . . . . . . . . . . . . . . . . . . . . . . . . . . . . . . . . . . . . . . . . . . . . . . . . . . . . . . . . . . . . . . . . . . . . . . . . . . . . . . . . . . . . . . . . . . . . . . . . . . . . . . . . . . . . . . . . . . . . . . . . . . . . . . . . . . . . . . . . . . . . . . . . . . . . . . . . . . . . .: [437, 683, 2465, 695]
- entry-page: 3: [2455, 250, 2462, 263]
- entry-page: 1: [2349, 169, 2355, 182]
- toc-entry-row: [86, 760, 2469, 776]
- entry-number: 1.9: [114, 761, 129, 774]
- entry-label: Allgemeine Reparaturhinweise: [153, 394, 301, 407]
- entry-label: Schwingungsdämpfer aus- und einbauen: [153, 697, 352, 710]
- entry-label: Radialspiel der Kurbelwelle messen: [153, 924, 326, 936]
- entry-number: 1.6: [114, 713, 129, 726]
- entry-page: 1: [2284, 153, 2290, 166]
- dot-leader: . . . . . . . . . . . . . . . . . . . . . . . . . . . . . . . . . . . . . . . . . . . . . . . . . . . . . . . . . . . . . . . . . . . . . . . . . . . . . . . . . . . . . . . . . . . . . . . . . . . . . . . . . . . . . . . . . . . . . . . . . . . . . . . . . . . . . . . . . . . . . . . . . . . . . . . . . . . . . . . . . . . . . . . . . . . . . . . . . . . . . . . . . . . . . . . . . . . . . . . .: [244, 958, 2271, 970]
- entry-page: 1: [2265, 132, 2272, 147]
- entry-number: 3: [114, 844, 120, 857]
- dot-leader: . . . . . . . . . . . . . . . . . . . . . . . . . . . . . . . . . . . . . . . . . . . . . . . . . . . . . . . . . . . . . . . . . . . . . . . . . . . . . . . . . . . . . . . . . . . . . . . . . . . . . . . . . . . . . . . . . . . . . . . . . . . . . . . . . . . . . . . . . . . . . . . . . . . . . . . . . . . . . . . . . . . . . . . . . . . . . . . . . . . . . . . . . . . . . . . . . . . . . . . .: [222, 135, 2249, 146]
- entry-page: 9: [2350, 394, 2357, 407]
